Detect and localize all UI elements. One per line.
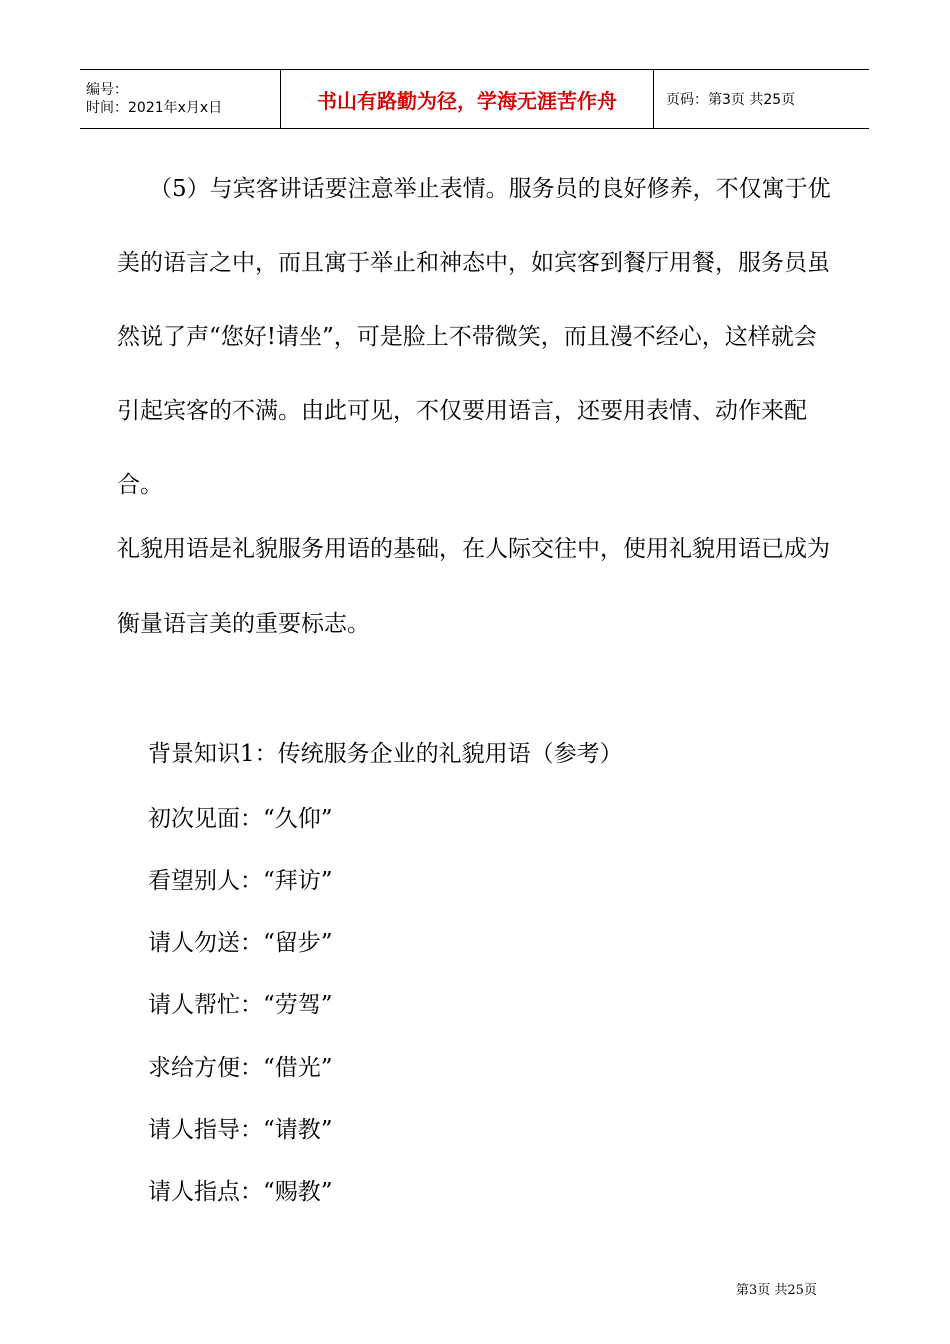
header-page-number: [654, 70, 869, 128]
knowledge-item: 请人指点：“赐教”: [148, 1179, 333, 1205]
paragraph-basis: [117, 512, 837, 662]
knowledge-item: 请人勿送：“留步”: [148, 930, 333, 956]
knowledge-item: 求给方便：“借光”: [148, 1055, 333, 1081]
page-header: [80, 69, 869, 129]
motto-text: 书山有路勤为径，学海无涯苦作舟: [317, 88, 617, 113]
page-footer: 第3页 共25页: [736, 1283, 817, 1298]
knowledge-item: 请人帮忙：“劳驾”: [148, 992, 333, 1018]
date-label: 时间：2021年x月x日: [86, 100, 223, 116]
paragraph-5-text: （5）与宾客讲话要注意举止表情。服务员的良好修养，不仅寓于优美的语言之中，而且寓于举止和神态中，如宾客到餐厅用餐，服务员虽然说了声“您好!请坐”，可是脸上不带微笑，而且漫不经心，这样就会引起宾客的不满。由此可见，不仅要用语言，还要用表情、动作来配合。: [117, 176, 831, 498]
header-meta: [80, 70, 281, 128]
page-label: 页码：第3页 共25页: [666, 92, 796, 108]
paragraph-basis-text: 礼貌用语是礼貌服务用语的基础，在人际交往中，使用礼貌用语已成为衡量语言美的重要标志。: [117, 536, 830, 637]
knowledge-item: 初次见面：“久仰”: [148, 806, 333, 832]
knowledge-title: 背景知识1：传统服务企业的礼貌用语（参考）: [148, 741, 623, 767]
knowledge-item: 请人指导：“请教”: [148, 1117, 333, 1143]
header-motto: [281, 70, 654, 128]
paragraph-5: [117, 152, 837, 522]
knowledge-item: 看望别人：“拜访”: [148, 868, 333, 894]
number-label: 编号：: [86, 82, 128, 98]
